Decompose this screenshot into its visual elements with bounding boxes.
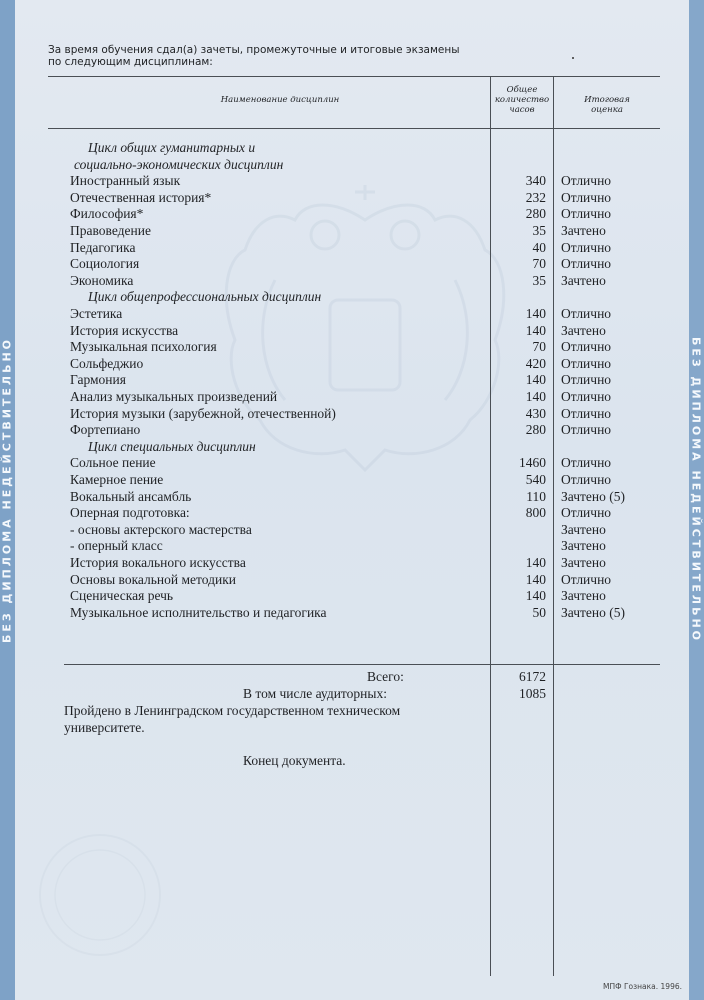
header-grade [554, 95, 660, 115]
grade-cell: Отлично [561, 405, 612, 421]
grade-cell: Зачтено (5) [561, 604, 625, 620]
total-label: Всего: [367, 669, 404, 684]
discipline-name: История музыки (зарубежной, отечественной) [70, 405, 336, 421]
hours-cell: 340 [525, 173, 546, 189]
grade-cell: Зачтено [561, 223, 606, 238]
total-value: 6172 [519, 669, 546, 684]
table-row [0, 239, 704, 256]
faint-seal-impression-icon [30, 830, 170, 960]
grade-cell: Зачтено [561, 322, 606, 338]
discipline-name: Педагогика [70, 239, 136, 255]
discipline-name: Сольное пение [70, 455, 156, 471]
table-row [0, 222, 704, 239]
table-row [0, 504, 704, 521]
table-row [0, 537, 704, 554]
header-grade-line-1: Итоговая [584, 95, 630, 105]
grade-cell: Отлично [561, 505, 612, 521]
table-row [0, 371, 704, 388]
discipline-name: Философия* [70, 206, 144, 222]
table-row [0, 454, 704, 471]
grade-cell: Отлично [561, 206, 612, 222]
grade-cell: Зачтено [561, 588, 606, 604]
hours-cell: 140 [525, 588, 546, 604]
grade-cell: Отлично [561, 571, 612, 587]
intro-line-2: по следующим дисциплинам: [48, 56, 213, 68]
hours-cell: 1460 [519, 455, 546, 471]
discipline-name: Музыкальное исполнительство и педагогика [70, 604, 327, 620]
discipline-name: Вокальный ансамбль [70, 488, 192, 504]
grade-cell: Отлично [561, 173, 612, 189]
discipline-name: Анализ музыкальных произведений [70, 389, 278, 404]
header-hours-line-3: часов [509, 105, 535, 115]
hours-cell: 420 [525, 355, 546, 371]
header-discipline: Наименование дисциплин [220, 95, 340, 105]
header-grade-line-2: оценка [591, 105, 623, 115]
table-row [0, 488, 704, 505]
discipline-name: Камерное пение [70, 472, 164, 487]
grade-cell: Отлично [561, 472, 612, 487]
grade-cell: Отлично [561, 339, 612, 355]
discipline-name: Социология [70, 256, 140, 272]
hours-cell: 280 [525, 206, 546, 222]
left-band-text: БЕЗ ДИПЛОМА НЕДЕЙСТВИТЕЛЬНО [0, 336, 14, 644]
table-header-border [48, 128, 660, 129]
grade-cell: Отлично [561, 189, 612, 205]
cycle-heading: социально-экономических дисциплин [74, 156, 284, 172]
cycle-heading-row [0, 156, 704, 173]
discipline-name: Экономика [70, 272, 134, 288]
hours-cell: 50 [532, 604, 546, 620]
completion-note-line-1: Пройдено в Ленинградском государственном техническом [64, 703, 401, 718]
hours-cell: 280 [525, 422, 546, 438]
table-row [0, 272, 704, 289]
totals-divider [64, 664, 660, 665]
end-of-document: Конец документа. [243, 753, 346, 768]
table-row [0, 355, 704, 372]
table-row [0, 521, 704, 538]
grade-cell: Зачтено [561, 538, 606, 554]
discipline-name: Сольфеджио [70, 355, 144, 371]
discipline-name: Иностранный язык [70, 173, 181, 189]
table-row [0, 571, 704, 588]
header-hours [491, 85, 553, 115]
table-row [0, 305, 704, 322]
table-row [0, 604, 704, 621]
cycle-heading-row [0, 288, 704, 305]
hours-cell: 140 [525, 389, 546, 404]
printer-imprint: МПФ Гознака. 1996. [603, 982, 682, 991]
table-row [0, 587, 704, 604]
discipline-name: Фортепиано [70, 422, 141, 438]
grade-cell: Отлично [561, 372, 612, 388]
grade-cell: Зачтено [561, 521, 606, 537]
table-row [0, 471, 704, 488]
grade-cell: Отлично [561, 389, 612, 404]
completion-note-line-2: университете. [64, 720, 145, 735]
grade-cell: Зачтено (5) [561, 488, 625, 504]
table-row [0, 388, 704, 405]
grade-cell: Зачтено [561, 555, 606, 570]
hours-cell: 140 [525, 306, 546, 321]
discipline-name: Гармония [70, 372, 126, 388]
grade-cell: Отлично [561, 422, 612, 438]
hours-cell: 70 [532, 339, 546, 355]
table-top-border [48, 76, 660, 77]
header-hours-line-2: количество [494, 95, 550, 105]
table-row [0, 205, 704, 222]
hours-cell: 800 [525, 505, 546, 521]
table-row [0, 421, 704, 438]
intro-line-1: За время обучения сдал(а) зачеты, промежуточные и итоговые экзамены [48, 44, 460, 56]
grade-cell: Отлично [561, 355, 612, 371]
discipline-name: Отечественная история* [70, 189, 212, 205]
stray-dot [572, 57, 574, 59]
table-row [0, 172, 704, 189]
grade-cell: Отлично [561, 306, 612, 321]
grade-cell: Отлично [561, 455, 612, 471]
auditory-value: 1085 [519, 686, 546, 701]
hours-cell: 140 [525, 372, 546, 388]
table-row [0, 255, 704, 272]
grade-cell: Отлично [561, 256, 612, 272]
cycle-heading: Цикл общих гуманитарных и [88, 140, 256, 155]
table-row [0, 189, 704, 206]
right-band-text: БЕЗ ДИПЛОМА НЕДЕЙСТВИТЕЛЬНО [689, 336, 703, 644]
discipline-name: - оперный класс [70, 538, 163, 554]
discipline-name: Правоведение [70, 223, 151, 238]
discipline-name: - основы актерского мастерства [70, 521, 252, 537]
table-row [0, 322, 704, 339]
intro-text [48, 44, 460, 68]
table-row [0, 405, 704, 422]
hours-cell: 540 [525, 472, 546, 487]
hours-cell: 232 [525, 189, 546, 205]
hours-cell: 35 [532, 223, 546, 238]
discipline-name: Эстетика [70, 306, 123, 321]
table-row [0, 338, 704, 355]
hours-cell: 35 [532, 272, 546, 288]
discipline-name: Сценическая речь [70, 588, 174, 604]
discipline-name: Основы вокальной методики [70, 571, 236, 587]
hours-cell: 40 [532, 239, 546, 255]
hours-cell: 140 [525, 555, 546, 570]
table-row [0, 554, 704, 571]
discipline-name: Оперная подготовка: [70, 505, 190, 521]
grade-cell: Отлично [561, 239, 612, 255]
discipline-name: История вокального искусства [70, 555, 246, 570]
discipline-name: История искусства [70, 322, 179, 338]
hours-cell: 110 [526, 488, 546, 504]
hours-cell: 140 [525, 322, 546, 338]
cycle-heading: Цикл специальных дисциплин [88, 438, 256, 454]
discipline-name: Музыкальная психология [70, 339, 217, 355]
cycle-heading-row [0, 139, 704, 156]
hours-cell: 70 [532, 256, 546, 272]
cycle-heading: Цикл общепрофессиональных дисциплин [88, 289, 322, 305]
hours-cell: 430 [525, 405, 546, 421]
header-hours-line-1: Общее [506, 85, 538, 95]
cycle-heading-row [0, 438, 704, 455]
hours-cell: 140 [525, 571, 546, 587]
grade-cell: Зачтено [561, 272, 606, 288]
auditory-label: В том числе аудиторных: [243, 686, 387, 701]
